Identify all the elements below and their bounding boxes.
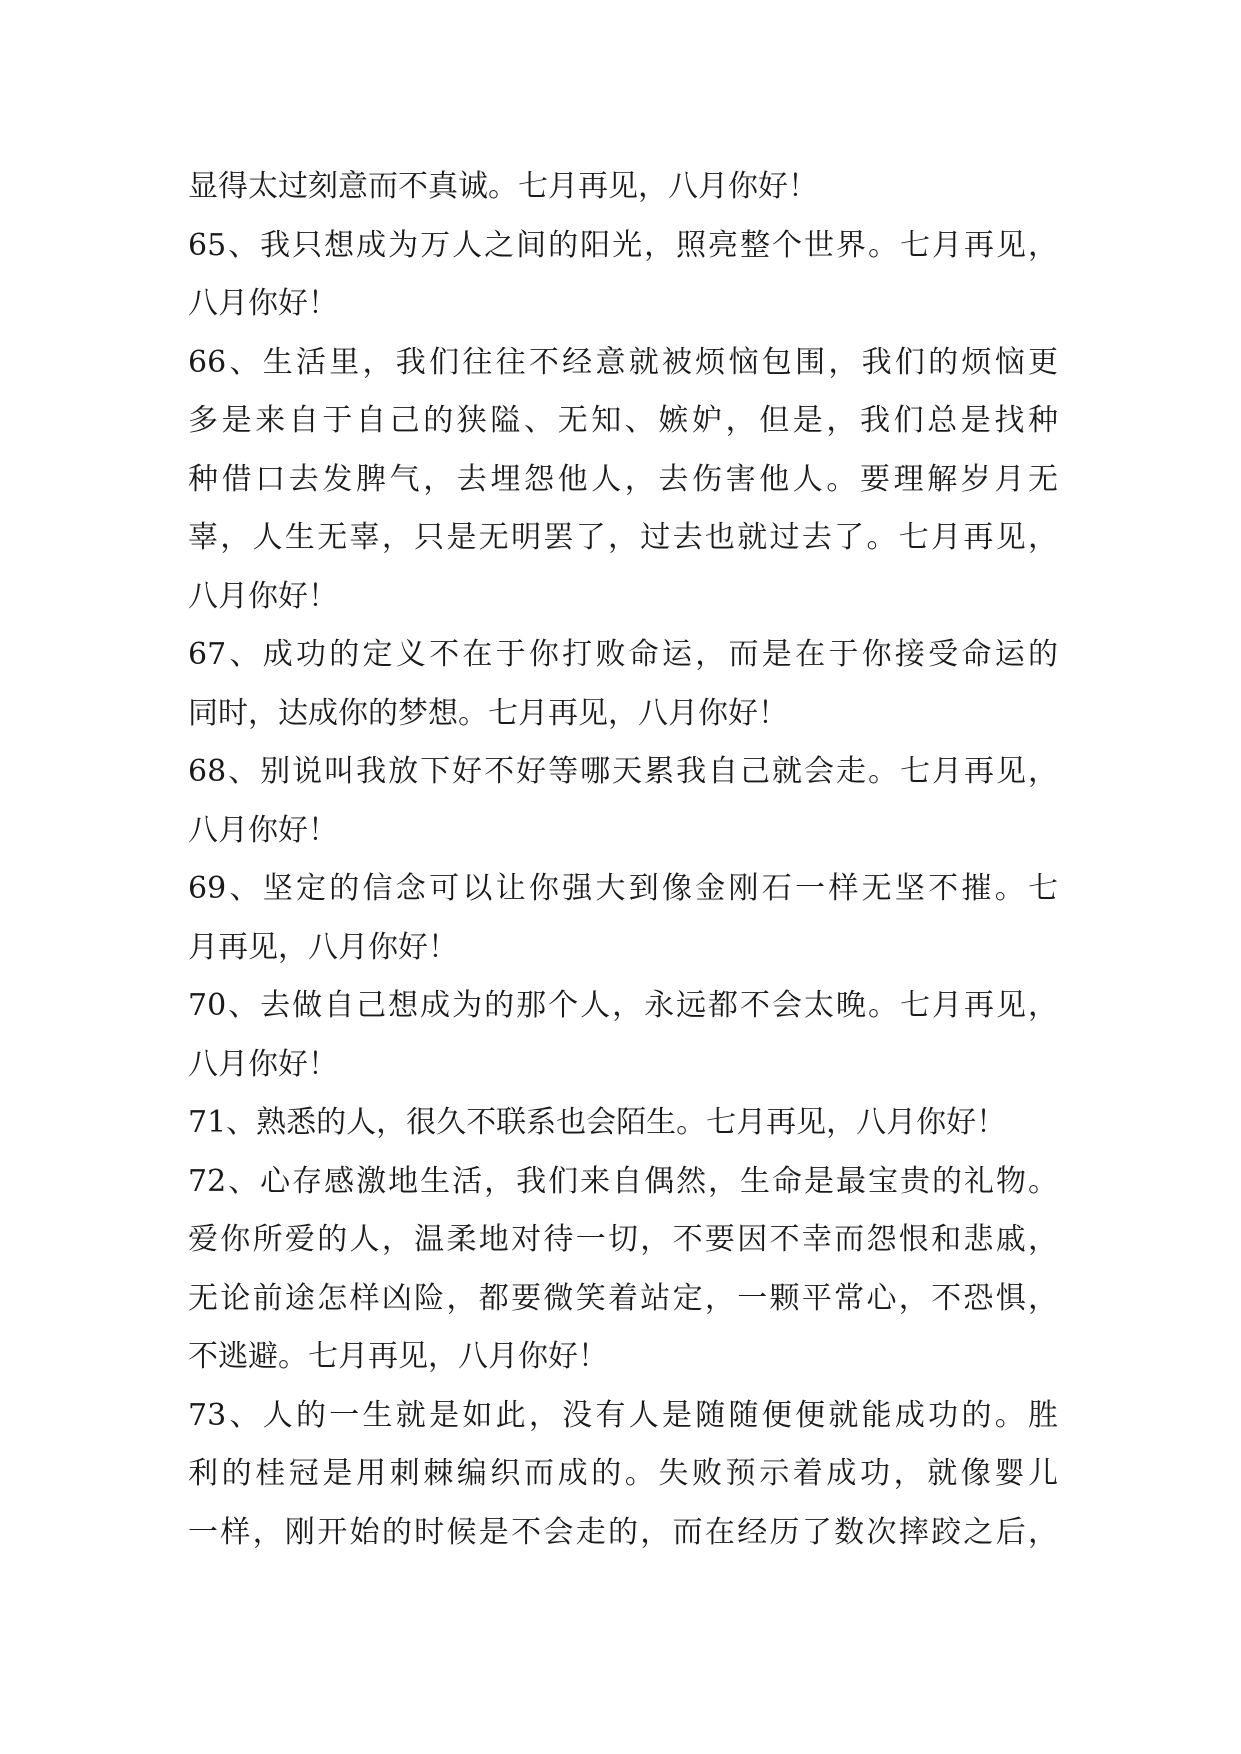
text-line: 八月你好！: [188, 578, 338, 614]
text-line: 八月你好！: [188, 812, 338, 848]
text-line: 多是来自于自己的狭隘、无知、嫉妒，但是，我们总是找种: [188, 403, 1058, 438]
text-line: 71、熟悉的人，很久不联系也会陌生。七月再见，八月你好！: [188, 1105, 1007, 1140]
text-line: 同时，达成你的梦想。七月再见，八月你好！: [188, 695, 788, 731]
text-line: 66、生活里，我们往往不经意就被烦恼包围，我们的烦恼更: [188, 344, 1058, 380]
text-line: 69、坚定的信念可以让你强大到像金刚石一样无坚不摧。七: [188, 871, 1058, 906]
text-line: 67、成功的定义不在于你打败命运，而是在于你接受命运的: [188, 637, 1058, 672]
text-line: 无论前途怎样凶险，都要微笑着站定，一颗平常心，不恐惧，: [188, 1280, 1058, 1316]
text-line: 一样，刚开始的时候是不会走的，而在经历了数次摔跤之后，: [188, 1514, 1058, 1550]
document-body: [188, 158, 1058, 1562]
text-line: 爱你所爱的人，温柔地对待一切，不要因不幸而怨恨和悲戚，: [188, 1222, 1058, 1257]
text-line: 八月你好！: [188, 1046, 338, 1082]
text-line: 八月你好！: [188, 286, 338, 321]
text-line: 种借口去发脾气，去埋怨他人，去伤害他人。要理解岁月无: [188, 461, 1058, 497]
text-line: 辜，人生无辜，只是无明罢了，过去也就过去了。七月再见，: [188, 520, 1058, 555]
text-line: 月再见，八月你好！: [188, 929, 458, 965]
text-line: 不逃避。七月再见，八月你好！: [188, 1339, 608, 1374]
text-line: 72、心存感激地生活，我们来自偶然，生命是最宝贵的礼物。: [188, 1163, 1058, 1199]
text-line: 显得太过刻意而不真诚。七月再见，八月你好！: [188, 169, 818, 204]
text-line: 65、我只想成为万人之间的阳光，照亮整个世界。七月再见，: [188, 227, 1058, 263]
text-line: 70、去做自己想成为的那个人，永远都不会太晚。七月再见，: [188, 988, 1058, 1023]
text-line: 73、人的一生就是如此，没有人是随随便便就能成功的。胜: [188, 1397, 1058, 1433]
text-line: 68、别说叫我放下好不好等哪天累我自己就会走。七月再见，: [188, 754, 1058, 789]
text-line: 利的桂冠是用刺棘编织而成的。失败预示着成功，就像婴儿: [188, 1456, 1058, 1491]
